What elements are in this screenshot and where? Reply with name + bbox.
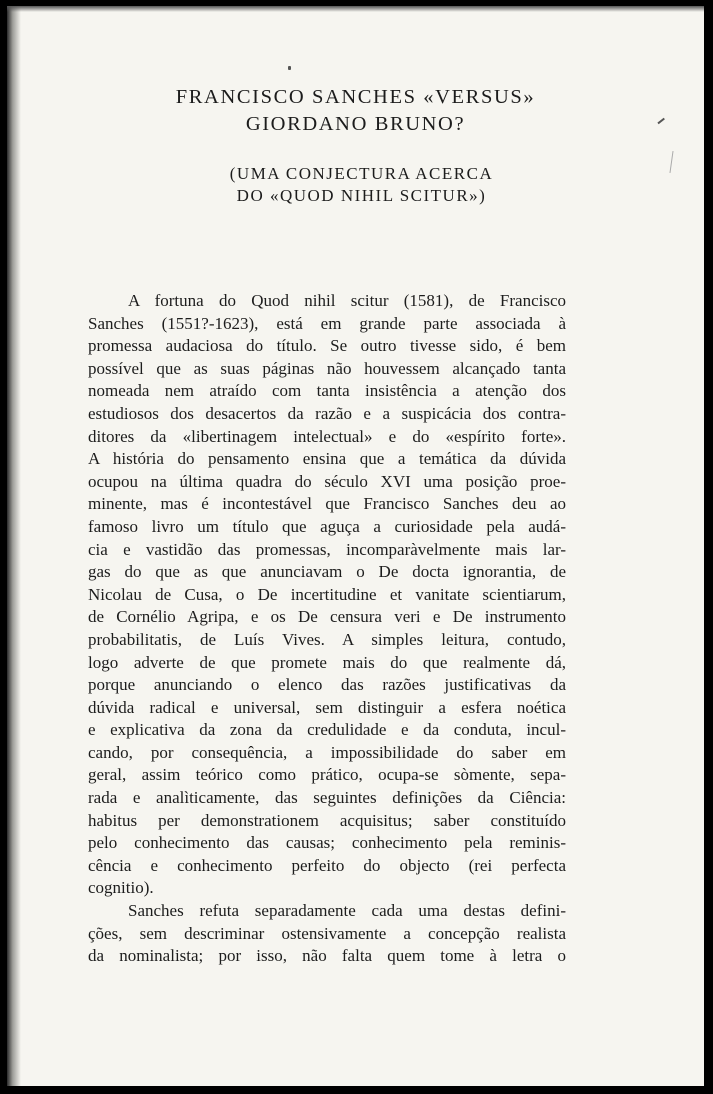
body-line: pelo conhecimento das causas; conhecimento pela reminis- [88,833,566,853]
page-top-edge-shadow [7,6,704,12]
body-line: cia e vastidão das promessas, incomparàvelmente mais lar- [88,539,566,559]
body-line: nomeada nem atraído com tanta insistência a atenção dos [88,381,566,401]
body-line: promessa audaciosa do título. Se outro tivesse sido, é bem [88,336,566,356]
body-line: A história do pensamento ensina que a temática da dúvida [88,449,566,469]
scanned-page [7,6,704,1086]
body-line: cência e conhecimento perfeito do objecto (rei perfecta [88,855,566,875]
body-line: minente, mas é incontestável que Francisco Sanches deu ao [88,494,566,514]
body-line: Sanches (1551?-1623), está em grande parte associada à [88,313,566,333]
body-line: cognitio). [88,878,154,898]
article-subtitle-line-2: DO «QUOD NIHIL SCITUR») [236,186,487,205]
body-line: Nicolau de Cusa, o De incertitudine et vanitate scientiarum, [88,584,566,604]
article-title-line-1: FRANCISCO SANCHES «VERSUS» [175,86,536,108]
body-line: Sanches refuta separadamente cada uma destas defini- [128,901,566,921]
body-line: estudiosos dos desacertos da razão e a suspicácia dos contra- [88,403,566,423]
body-line: possível que as suas páginas não houvessem alcançado tanta [88,358,566,378]
ink-speck [288,66,291,70]
body-line: de Cornélio Agripa, e os De censura veri e De instrumento [88,607,566,627]
body-line: logo adverte de que promete mais do que realmente dá, [88,652,566,672]
body-line: A fortuna do Quod nihil scitur (1581), de Francisco [128,291,566,310]
body-line: cando, por consequência, a impossibilidade do saber em [88,742,566,762]
article-subtitle-line-1: (UMA CONJECTURA ACERCA [229,164,494,183]
article-body [88,290,566,968]
body-line: ditores da «libertinagem intelectual» e do «espírito forte». [88,426,566,446]
body-line: ções, sem descriminar ostensivamente a concepção realista [88,923,566,943]
body-line: probabilitatis, de Luís Vives. A simples leitura, contudo, [88,629,566,649]
body-line: geral, assim teórico como prático, ocupa-se sòmente, sepa- [88,765,566,785]
body-line: gas do que as que anunciavam o De docta ignorantia, de [88,562,566,582]
body-line: habitus per demonstrationem acquisitus; saber constituído [88,810,566,830]
body-line: e explicativa da zona da credulidade e da conduta, incul- [88,720,566,740]
article-title-line-2: GIORDANO BRUNO? [245,113,466,135]
body-line: ocupou na última quadra do século XVI uma posição proe- [88,471,566,491]
body-line: da nominalista; por isso, não falta quem tome à letra o [88,946,566,966]
body-line: dúvida radical e universal, sem distinguir a esfera noética [88,697,566,717]
body-line: porque anunciando o elenco das razões justificativas da [88,675,566,695]
body-line: famoso livro um título que aguça a curiosidade pela audá- [88,516,566,536]
body-line: rada e analìticamente, das seguintes definições da Ciência: [88,788,566,808]
